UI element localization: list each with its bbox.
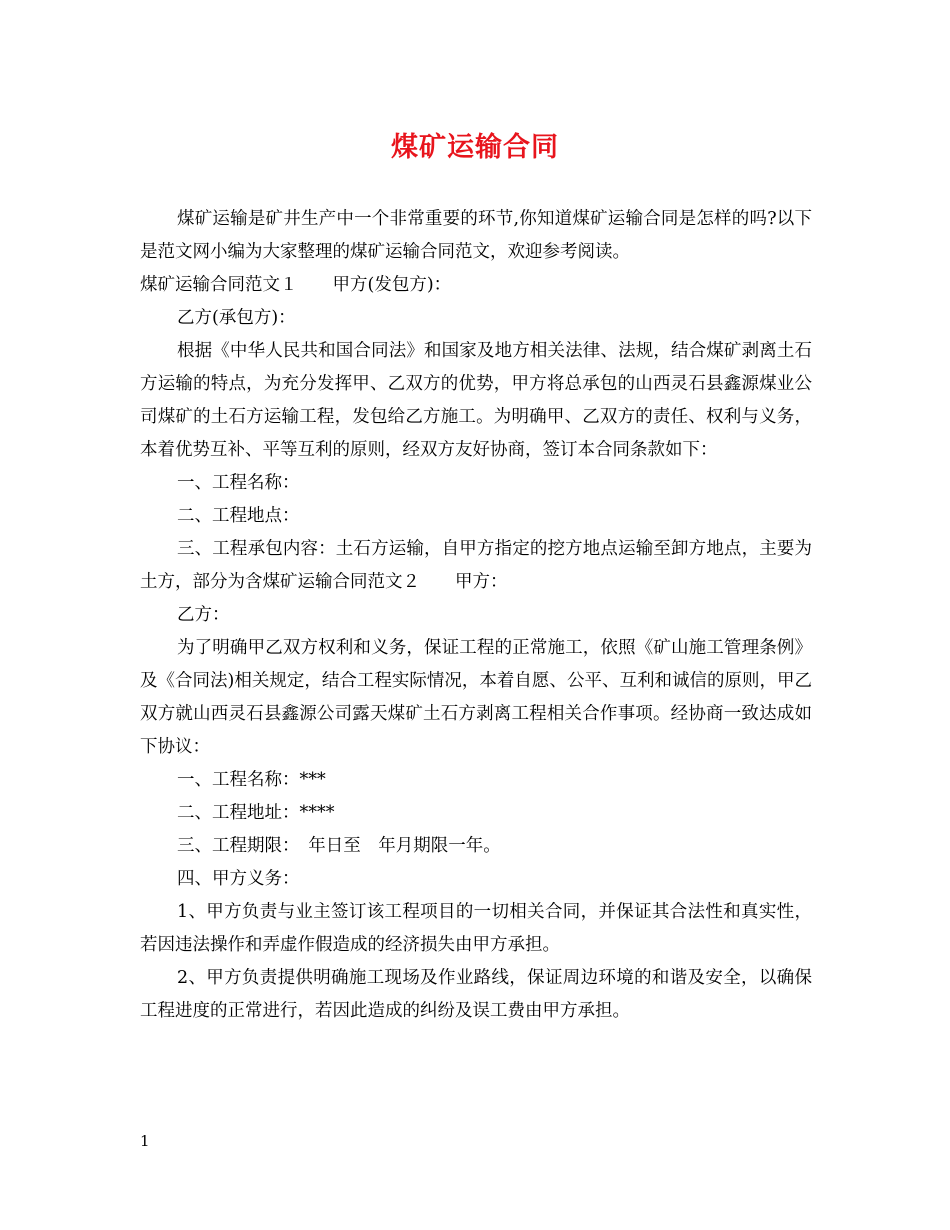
paragraph-party-b-2: 乙方： [177,605,230,625]
paragraph-duty-1: 1、甲方负责与业主签订该工程项目的一切相关合同，并保证其合法性和真实性，若因违法操作和弄虚作假造成的经济损失由甲方承担。 [140,902,812,955]
paragraph-duty-2: 2、甲方负责提供明确施工现场及作业路线，保证周边环境的和谐及安全，以确保工程进度的正常进行，若因此造成的纠纷及误工费由甲方承担。 [140,968,812,1021]
paragraph-party-a-duties: 四、甲方义务： [177,869,300,889]
paragraph-basis: 根据《中华人民共和国合同法》和国家及地方相关法律、法规，结合煤矿剥离土石方运输的特点，为充分发挥甲、乙双方的优势，甲方将总承包的山西灵石县鑫源煤业公司煤矿的土石方运输工程，发包给乙方施工。为明确甲、乙双方的责任、权利与义务，本着优势互补、平等互利的原则，经双方友好协商，签订本合同条款如下： [140,341,812,460]
paragraph-project-location: 二、工程地点： [177,506,300,526]
document-body [140,203,812,1028]
paragraph-period: 三、工程期限： 年日至 年月期限一年。 [177,836,501,856]
paragraph-sample1-header: 煤矿运输合同范文１ 甲方(发包方)： [140,275,452,295]
document-title: 煤矿运输合同 [391,132,559,163]
paragraph-project-name: 一、工程名称： [177,473,300,493]
paragraph-purpose: 为了明确甲乙双方权利和义务，保证工程的正常施工，依照《矿山施工管理条例》及《合同法)相关规定，结合工程实际情况，本着自愿、公平、互利和诚信的原则，甲乙双方就山西灵石县鑫源公司露天煤矿土石方剥离工程相关合作事项。经协商一致达成如下协议： [140,638,812,757]
page-number: 1 [140,1132,150,1150]
paragraph-intro: 煤矿运输是矿井生产中一个非常重要的环节,你知道煤矿运输合同是怎样的吗?以下是范文网小编为大家整理的煤矿运输合同范文，欢迎参考阅读。 [140,209,812,262]
paragraph-name-2: 一、工程名称：*** [177,770,326,790]
paragraph-party-b: 乙方(承包方)： [177,308,296,328]
paragraph-project-scope: 三、工程承包内容：土石方运输，自甲方指定的挖方地点运输至卸方地点，主要为土方，部分为含煤矿运输合同范文２ 甲方： [140,539,812,592]
paragraph-address-2: 二、工程地址：**** [177,803,335,823]
